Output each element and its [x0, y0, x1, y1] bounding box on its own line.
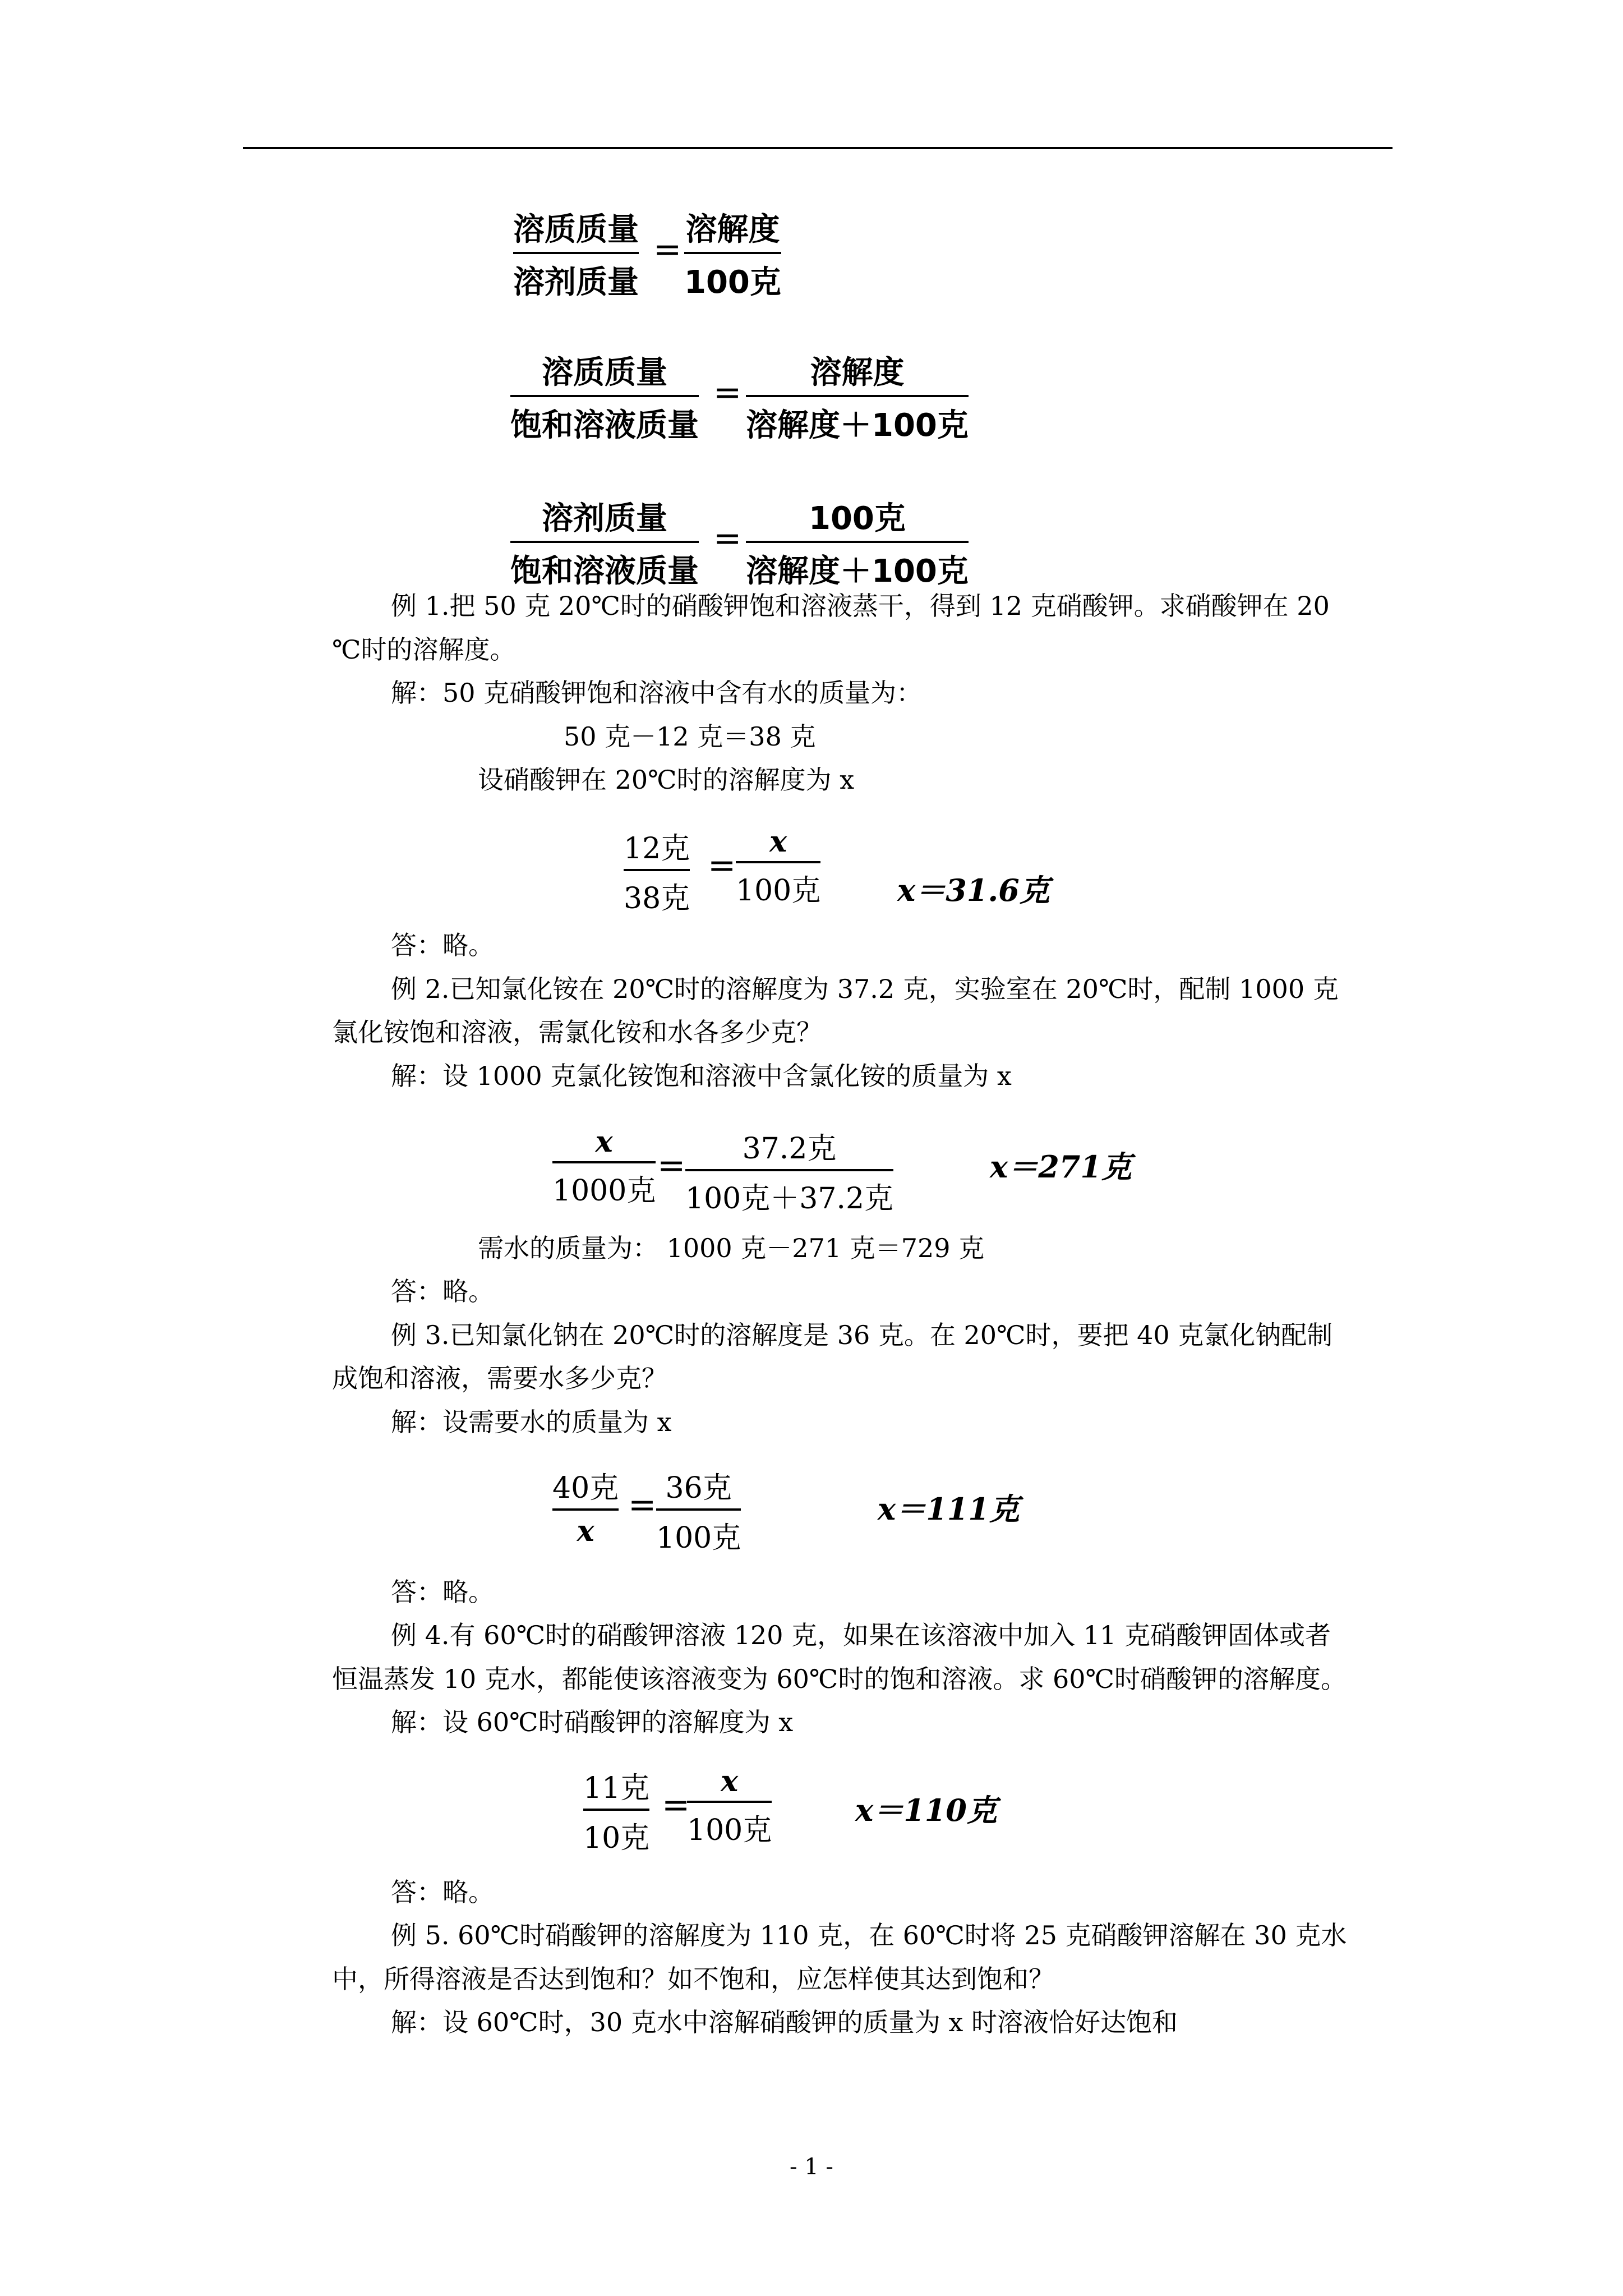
ex2-num1: x — [595, 1125, 613, 1159]
ex2-fraction-right — [685, 1125, 893, 1217]
formula1-denominator: 溶剂质量 — [513, 264, 639, 301]
ex2-answer: 答：略。 — [391, 1276, 494, 1306]
ex3-question-line1: 例 3.已知氯化钠在 20℃时的溶解度是 36 克。在 20℃时，要把 40 克氯化钠配制 — [391, 1320, 1333, 1350]
ex3-equals: = — [628, 1485, 657, 1525]
ex4-fraction-left — [583, 1764, 649, 1856]
ex3-den1: x — [577, 1514, 594, 1548]
fraction-bar — [552, 1161, 656, 1163]
ex1-question-line2: ℃时的溶解度。 — [332, 634, 516, 665]
fraction-bar — [510, 541, 699, 543]
ex3-num2: 36克 — [665, 1471, 732, 1505]
ex4-answer: 答：略。 — [391, 1877, 494, 1907]
ex4-num1: 11克 — [583, 1772, 650, 1805]
ex5-question-line2: 中，所得溶液是否达到饱和？如不饱和，应怎样使其达到饱和？ — [332, 1964, 1054, 1994]
ex2-fraction-left — [552, 1125, 656, 1209]
fraction-bar — [736, 861, 820, 863]
ex5-solution: 解：设 60℃时，30 克水中溶解硝酸钾的质量为 x 时溶液恰好达饱和 — [391, 2007, 1178, 2037]
formula3-right-fraction — [746, 494, 969, 591]
ex1-num1: 12克 — [624, 832, 690, 866]
formula3-left-fraction — [510, 494, 699, 591]
ex2-question-line2: 氯化铵饱和溶液，需氯化铵和水各多少克？ — [332, 1017, 822, 1047]
ex3-answer: 答：略。 — [391, 1577, 494, 1607]
formula2-right-numerator: 溶解度 — [810, 355, 905, 391]
ex2-result: x＝271克 — [990, 1149, 1132, 1185]
ex1-solution: 解：50 克硝酸钾饱和溶液中含有水的质量为： — [391, 678, 923, 708]
fraction-bar — [685, 1169, 893, 1171]
fraction-bar — [746, 541, 969, 543]
ex1-den1: 38克 — [624, 882, 690, 915]
formula1-right-denominator: 100克 — [684, 264, 781, 301]
ex5-question-line1: 例 5. 60℃时硝酸钾的溶解度为 110 克，在 60℃时将 25 克硝酸钾溶解在 30 克水 — [391, 1920, 1347, 1950]
header-rule — [243, 147, 1393, 149]
ex1-set: 设硝酸钾在 20℃时的溶解度为 x — [478, 765, 855, 795]
formula1-numerator: 溶质质量 — [513, 211, 639, 248]
ex1-den2: 100克 — [736, 874, 821, 908]
fraction-bar — [552, 1508, 619, 1511]
ex1-result: x＝31.6克 — [897, 872, 1050, 908]
ex3-den2: 100克 — [656, 1521, 741, 1555]
formula2-right-denominator: 溶解度＋100克 — [746, 407, 969, 444]
formula3-right-denominator: 溶解度＋100克 — [746, 553, 969, 590]
fraction-bar — [583, 1809, 649, 1811]
ex4-den2: 100克 — [687, 1814, 772, 1847]
formula3-denominator: 饱和溶液质量 — [510, 553, 699, 590]
ex4-result: x＝110克 — [855, 1792, 997, 1828]
fraction-bar — [624, 869, 690, 871]
ex2-den1: 1000克 — [552, 1174, 656, 1208]
formula3-right-numerator: 100克 — [809, 500, 906, 537]
formula2-left-fraction — [510, 348, 699, 445]
ex4-fraction-right — [687, 1764, 772, 1848]
formula1-left-fraction — [513, 205, 639, 302]
fraction-bar — [746, 395, 969, 397]
ex1-question-line1: 例 1.把 50 克 20℃时的硝酸钾饱和溶液蒸干，得到 12 克硝酸钾。求硝酸钾在 20 — [391, 591, 1330, 621]
ex4-equals: = — [662, 1786, 690, 1825]
ex3-question-line2: 成饱和溶液，需要水多少克？ — [332, 1363, 667, 1393]
ex3-solution: 解：设需要水的质量为 x — [391, 1407, 672, 1437]
ex4-question-line1: 例 4.有 60℃时的硝酸钾溶液 120 克，如果在该溶液中加入 11 克硝酸钾固体或者 — [391, 1620, 1331, 1650]
formula1-equals: = — [653, 230, 682, 269]
ex1-answer: 答：略。 — [391, 930, 494, 960]
formula3-equals: = — [713, 519, 742, 558]
ex3-fraction-left — [552, 1464, 619, 1548]
fraction-bar — [656, 1508, 741, 1511]
fraction-bar — [684, 252, 781, 254]
ex4-den1: 10克 — [583, 1821, 650, 1855]
ex2-question-line1: 例 2.已知氯化铵在 20℃时的溶解度为 37.2 克，实验室在 20℃时，配制 1000 克 — [391, 974, 1339, 1004]
ex1-equals: = — [708, 846, 736, 885]
formula1-right-numerator: 溶解度 — [685, 211, 780, 248]
fraction-bar — [513, 252, 639, 254]
fraction-bar — [687, 1801, 772, 1803]
formula3-numerator: 溶剂质量 — [542, 500, 667, 537]
page-number: - 1 - — [790, 2154, 833, 2180]
formula2-equals: = — [713, 373, 742, 412]
ex3-fraction-right — [656, 1464, 741, 1556]
ex1-calc: 50 克－12 克＝38 克 — [564, 721, 816, 752]
formula2-numerator: 溶质质量 — [542, 355, 667, 391]
ex2-equals: = — [657, 1146, 686, 1185]
ex4-question-line2: 恒温蒸发 10 克水，都能使该溶液变为 60℃时的饱和溶液。求 60℃时硝酸钾的溶解度。 — [332, 1664, 1347, 1694]
ex4-num2: x — [721, 1764, 739, 1798]
ex3-result: x＝111克 — [878, 1491, 1020, 1527]
formula1-right-fraction — [684, 205, 781, 302]
ex1-fraction-right — [736, 825, 820, 909]
ex4-solution: 解：设 60℃时硝酸钾的溶解度为 x — [391, 1707, 794, 1737]
ex3-num1: 40克 — [552, 1471, 619, 1505]
formula2-right-fraction — [746, 348, 969, 445]
ex2-water: 需水的质量为： 1000 克－271 克＝729 克 — [478, 1233, 985, 1263]
ex2-solution: 解：设 1000 克氯化铵饱和溶液中含氯化铵的质量为 x — [391, 1061, 1012, 1091]
fraction-bar — [510, 395, 699, 397]
ex2-num2: 37.2克 — [742, 1132, 837, 1166]
ex1-num2: x — [769, 825, 787, 859]
formula2-denominator: 饱和溶液质量 — [510, 407, 699, 444]
ex1-fraction-left — [624, 825, 690, 917]
ex2-den2: 100克＋37.2克 — [685, 1182, 894, 1216]
